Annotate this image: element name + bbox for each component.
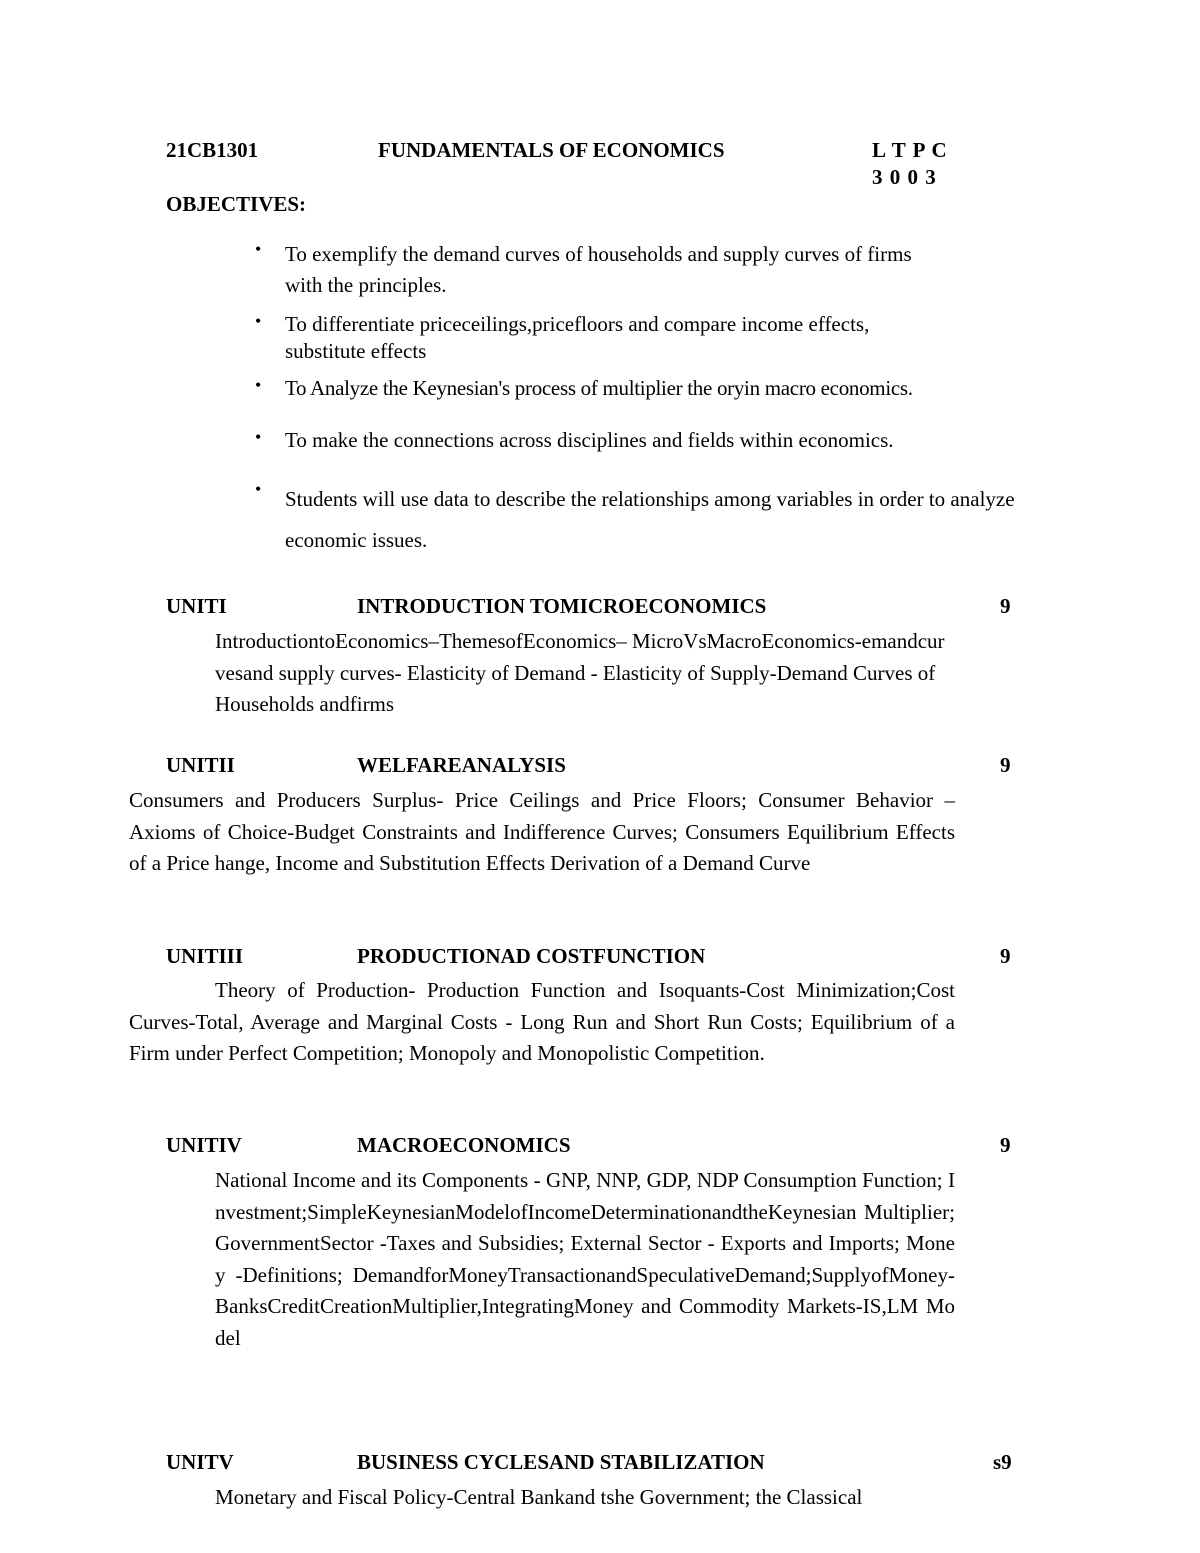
unit-title: PRODUCTIONAD COSTFUNCTION <box>357 944 706 968</box>
objective-text: To make the connections across disciplines and fields within economics. <box>285 428 894 452</box>
objective-text: Students will use data to describe the relationships among variables in order to analyze economic issues. <box>285 487 1015 552</box>
unit-hours: 9 <box>1000 753 1011 777</box>
objective-item <box>255 375 1025 427</box>
unit-content: Theory of Production- Production Function and Isoquants-Cost Minimization;Cost Curves-Total, Average and Marginal Costs - Long Run and Short Run Costs; Equilibrium of a Firm under Perfect Competition; Monopoly and Monopolistic Competition. <box>129 978 955 1065</box>
objective-item <box>255 479 1025 561</box>
unit-label: UNITIV <box>166 1133 242 1157</box>
unit-title: INTRODUCTION TOMICROECONOMICS <box>357 594 767 618</box>
objective-text: To differentiate priceceilings,pricefloors and compare income effects, substitute effects <box>285 312 870 363</box>
unit-content: Consumers and Producers Surplus- Price Ceilings and Price Floors; Consumer Behavior – Axioms of Choice-Budget Constraints and Indifference Curves; Consumers Equilibrium Effects of a Price hange, Income and Substitution Effects Derivation of a Demand Curve <box>129 788 955 875</box>
unit-title: WELFAREANALYSIS <box>357 753 566 777</box>
unit-content: IntroductiontoEconomics–ThemesofEconomics– MicroVsMacroEconomics-emandcurvesand supply curves- Elasticity of Demand - Elasticity of Supply-Demand Curves of Households andfirms <box>215 629 945 716</box>
ltpc-values: 3 0 0 3 <box>872 165 937 189</box>
unit-label: UNITV <box>166 1450 234 1474</box>
bullet-icon: • <box>255 427 262 447</box>
course-code: 21CB1301 <box>166 138 259 162</box>
objective-item <box>255 427 1025 479</box>
objective-item <box>255 239 1025 311</box>
objectives-heading: OBJECTIVES: <box>166 192 307 216</box>
bullet-icon: • <box>255 239 262 259</box>
ltpc-label: L T P C <box>872 138 948 162</box>
unit-hours: 9 <box>1000 1133 1011 1157</box>
unit-hours: 9 <box>1000 944 1011 968</box>
unit-content: National Income and its Components - GNP, NNP, GDP, NDP Consumption Function; Investment;SimpleKeynesianModelofIncomeDeterminationandtheKeynesian Multiplier;GovernmentSector -Taxes and Subsidies; External Sector - Exports and Imports; Money -Definitions; DemandforMoneyTransactionandSpeculativeDemand;SupplyofMoney-BanksCreditCreationMultiplier,IntegratingMoney and Commodity Markets-IS,LM Model <box>215 1168 955 1350</box>
unit-label: UNITIII <box>166 944 244 968</box>
unit-title: MACROECONOMICS <box>357 1133 571 1157</box>
objective-item <box>255 311 1025 375</box>
course-title: FUNDAMENTALS OF ECONOMICS <box>378 138 725 162</box>
objective-text: To exemplify the demand curves of households and supply curves of firms with the principles. <box>285 242 912 297</box>
bullet-icon: • <box>255 311 262 331</box>
unit-content: Monetary and Fiscal Policy-Central Bankand tshe Government; the Classical <box>215 1485 863 1509</box>
unit-label: UNITII <box>166 753 235 777</box>
unit-label: UNITI <box>166 594 227 618</box>
unit-hours: 9 <box>1000 594 1011 618</box>
unit-title: BUSINESS CYCLESAND STABILIZATION <box>357 1450 765 1474</box>
objectives-list <box>255 239 1025 561</box>
bullet-icon: • <box>255 479 262 499</box>
bullet-icon: • <box>255 375 262 395</box>
objective-text: To Analyze the Keynesian's process of multiplier the oryin macro economics. <box>285 376 913 400</box>
unit-hours: s9 <box>993 1450 1012 1474</box>
